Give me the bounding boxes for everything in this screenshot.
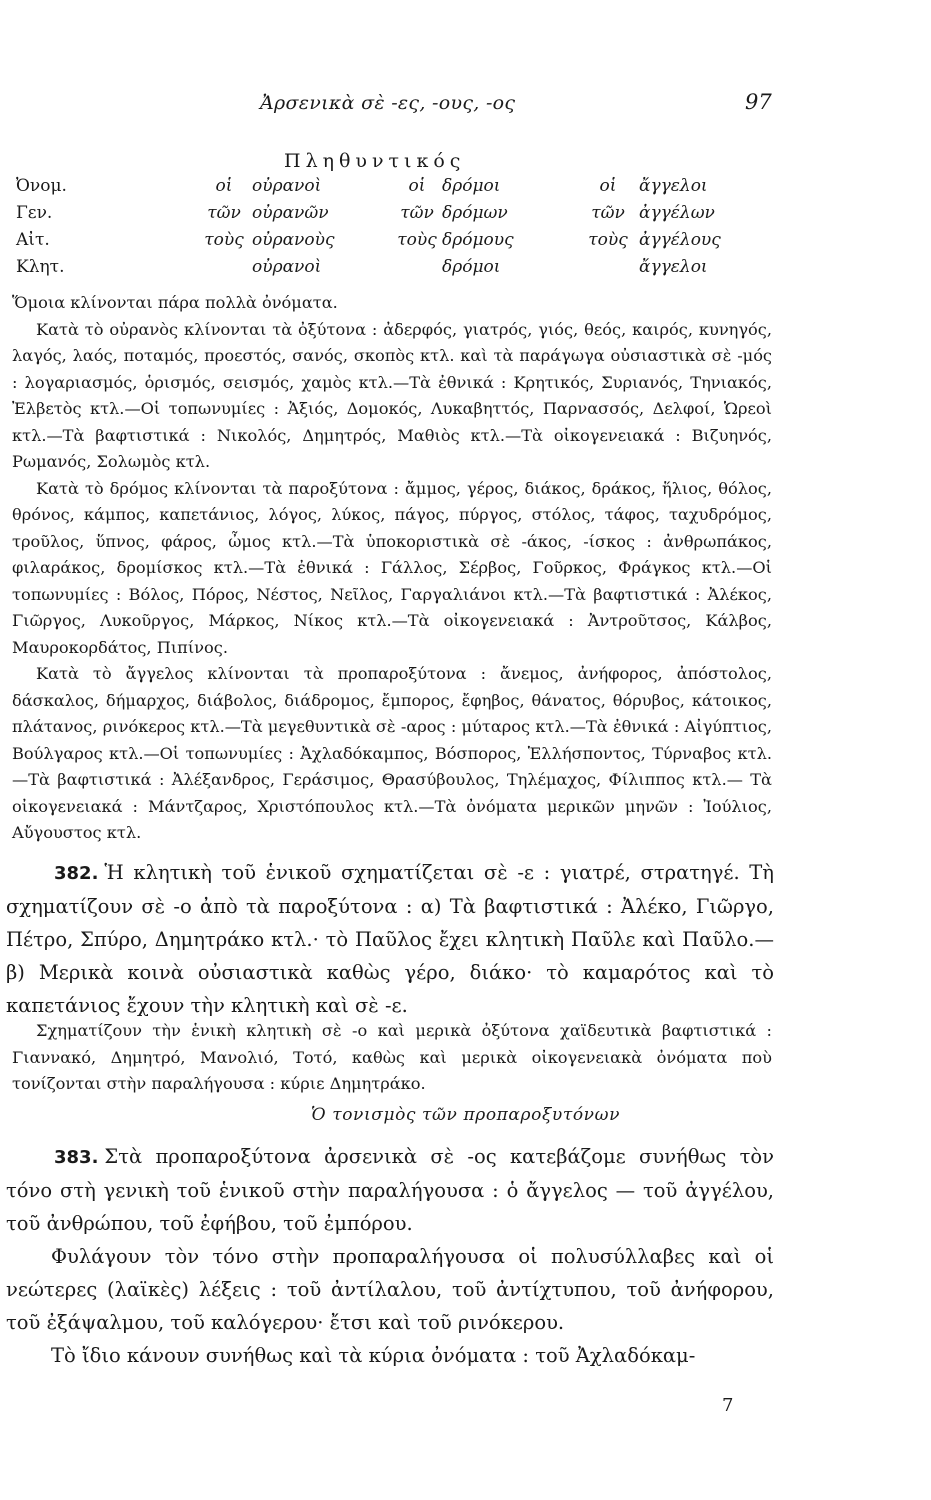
article: τῶν	[207, 203, 241, 223]
case-label-cell	[0, 230, 196, 257]
page-number: 97	[745, 90, 772, 114]
article: οἱ	[215, 176, 233, 196]
article	[577, 257, 639, 284]
noun-dromos: δρόμους	[442, 230, 514, 250]
noun-ouranos: οὐρανοὶ	[252, 257, 322, 277]
article: οἱ	[408, 176, 426, 196]
case-label: Ὀνομ.	[16, 176, 67, 196]
similar-nouns-note: Ὅμοια κλίνονται πάρα πολλὰ ὀνόματα.	[12, 293, 338, 312]
article: τῶν	[591, 203, 625, 223]
noun-dromos: δρόμων	[442, 203, 508, 223]
declension-row	[0, 230, 931, 257]
running-header	[0, 92, 931, 122]
declension-row	[0, 257, 931, 284]
section-382-note	[12, 1018, 772, 1098]
plural-heading: Πληθυντικός	[284, 150, 466, 172]
angelos-paragraph: Κατὰ τὸ ἄγγελος κλίνονται τὰ προπαροξύτονα : ἄνεμος, ἀνήφορος, ἀπόστολος, δάσκαλος, δήμαρχος, διάβολος, διάδρομος, ἔμπορος, ἔφηβος, θάνατος, θόρυβος, κάτοικος, πλάτανος, ρινόκερος κτλ.—Τὰ μεγεθυντικὰ σὲ -αρος : μύταρος κτλ.—Τὰ ἐθνικά : Αἰγύπτιος, Βούλγαρος κτλ.—Οἱ τοπωνυμίες : Ἀχλαδόκαμπος, Βόσπορος, Ἑλλήσποντος, Τύρναβος κτλ.—Τὰ βαφτιστικά : Ἀλέξανδρος, Γεράσιμος, Θρασύβουλος, Τηλέμαχος, Φίλιππος κτλ.— Τὰ οἰκογενειακά : Μάντζαρος, Χριστόπουλος κτλ.—Τὰ ὀνόματα μερικῶν μηνῶν : Ἰούλιος, Αὔγουστος κτλ.	[12, 664, 772, 842]
article	[196, 257, 252, 284]
ouranos-paragraph: Κατὰ τὸ οὐρανὸς κλίνονται τὰ ὀξύτονα : ἀδερφός, γιατρός, γιός, θεός, καιρός, κυνηγός, λαγός, λαός, ποταμός, προεστός, σανός, σκοπὸς κτλ. καὶ τὰ παράγωγα οὐσιαστικὰ σὲ -μός : λογαριασμός, ὁρισμός, σεισμός, χαμὸς κτλ.—Τὰ ἐθνικά : Κρητικός, Συριανός, Τηνιακός, Ἐλβετὸς κτλ.—Οἱ τοπωνυμίες : Ἀξιός, Δομοκός, Λυκαβηττός, Παρνασσός, Δελφοί, Ὡρεοὶ κτλ.—Τὰ βαφτιστικά : Νικολός, Δημητρός, Μαθιὸς κτλ.—Τὰ οἰκογενειακά : Βιζυηνός, Ρωμανός, Σολωμὸς κτλ.	[12, 319, 772, 471]
subheading: Ὁ τονισμὸς τῶν προπαροξυτόνων	[310, 1105, 621, 1125]
noun-angelos: ἄγγελοι	[639, 257, 708, 277]
noun-ouranos: οὐρανῶν	[252, 203, 329, 223]
article	[392, 257, 442, 284]
case-label-cell	[0, 203, 196, 230]
noun-angelos: ἀγγέλους	[639, 230, 721, 250]
noun-angelos: ἄγγελοι	[639, 176, 708, 196]
declension-notes	[12, 290, 772, 847]
noun-dromos: δρόμοι	[442, 176, 501, 196]
article: οἱ	[599, 176, 617, 196]
declension-table	[0, 176, 931, 284]
signature-mark: 7	[722, 1395, 734, 1416]
dromos-paragraph: Κατὰ τὸ δρόμος κλίνονται τὰ παροξύτονα : ἄμμος, γέρος, διάκος, δράκος, ἥλιος, θόλος, θρόνος, κάμπος, καπετάνιος, λόγος, λύκος, πάγος, πύργος, στόλος, τάφος, ταχυδρόμος, τροῦλος, ὕπνος, φάρος, ὦμος κτλ.—Τὰ ὑποκοριστικὰ σὲ -άκος, -ίσκος : ἀνθρωπάκος, φιλαράκος, δρομίσκος κτλ.—Τὰ ἐθνικά : Γάλλος, Σέρβος, Γοῦρκος, Φράγκος κτλ.—Οἱ τοπωνυμίες : Βόλος, Πόρος, Νέστος, Νεῖλος, Γαργαλιάνοι κτλ.—Τὰ βαφτιστικά : Ἀλέκος, Γιῶργος, Λυκοῦργος, Μάρκος, Νίκος κτλ.—Τὰ οἰκογενειακά : Ἀντροῦτσος, Κάλβος, Μαυροκορδάτος, Πιπίνος.	[12, 478, 772, 657]
running-title: Ἀρσενικὰ σὲ -ες, -ους, -ος	[260, 92, 516, 114]
section-383-paragraph-3: Τὸ ἴδιο κάνουν συνήθως καὶ τὰ κύρια ὀνόματα : τοῦ Ἀχλαδόκαμ-	[51, 1344, 696, 1367]
section-383-paragraph-2: Φυλάγουν τὸν τόνο στὴν προπαραλήγουσα οἱ πολυσύλλαβες καὶ οἱ νεώτερες (λαϊκὲς) λέξεις : τοῦ ἀντίλαλου, τοῦ ἀντίχτυπου, τοῦ ἀνήφορου, τοῦ ἐξάψαλμου, τοῦ καλόγερου· ἔτσι καὶ τοῦ ρινόκερου.	[6, 1245, 774, 1334]
article: τοὺς	[204, 230, 244, 250]
article: τοὺς	[397, 230, 437, 250]
case-label: Αἰτ.	[16, 230, 50, 250]
case-label-cell	[0, 257, 196, 284]
noun-angelos: ἀγγέλων	[639, 203, 715, 223]
noun-ouranos: οὐρανοὺς	[252, 230, 335, 250]
article: τοὺς	[588, 230, 628, 250]
section-383-text: Στὰ προπαροξύτονα ἀρσενικὰ σὲ -ος κατεβάζομε συνήθως τὸν τόνο στὴ γενικὴ τοῦ ἑνικοῦ στὴν παραλήγουσα : ὁ ἄγγελος — τοῦ ἀγγέλου, τοῦ ἀνθρώπου, τοῦ ἐφήβου, τοῦ ἐμπόρου.	[6, 1145, 774, 1235]
section-383-number: 383.	[54, 1147, 99, 1168]
case-label-cell	[0, 176, 196, 203]
case-label: Γεν.	[16, 203, 53, 223]
section-383	[6, 1140, 774, 1372]
case-label: Κλητ.	[16, 257, 65, 277]
section-382-text: Ἡ κλητικὴ τοῦ ἑνικοῦ σχηματίζεται σὲ -ε : γιατρέ, στρατηγέ. Τὴ σχηματίζουν σὲ -ο ἀπὸ τὰ παροξύτονα : α) Τὰ βαφτιστικά : Ἀλέκο, Γιῶργο, Πέτρο, Σπύρο, Δημητράκο κτλ.· τὸ Παῦλος ἔχει κλητικὴ Παῦλε καὶ Παῦλο.— β) Μερικὰ κοινὰ οὐσιαστικὰ καθὼς γέρο, διάκο· τὸ καμαρότος καὶ τὸ καπετάνιος ἔχουν τὴν κλητικὴ καὶ σὲ -ε.	[6, 861, 774, 1017]
declension-row	[0, 176, 931, 203]
noun-ouranos: οὐρανοὶ	[252, 176, 322, 196]
noun-dromos: δρόμοι	[442, 257, 501, 277]
section-382-number: 382.	[54, 863, 99, 884]
declension-row	[0, 203, 931, 230]
vocative-note: Σχηματίζουν τὴν ἑνικὴ κλητικὴ σὲ -ο καὶ μερικὰ ὀξύτονα χαϊδευτικὰ βαφτιστικά : Γιαννακό, Δημητρό, Μανολιό, Τοτό, καθὼς καὶ μερικὰ οἰκογενειακὰ ὀνόματα ποὺ τονίζονται στὴν παραλήγουσα : κύριε Δημητράκο.	[12, 1021, 772, 1093]
section-382	[6, 856, 774, 1022]
article: τῶν	[400, 203, 434, 223]
